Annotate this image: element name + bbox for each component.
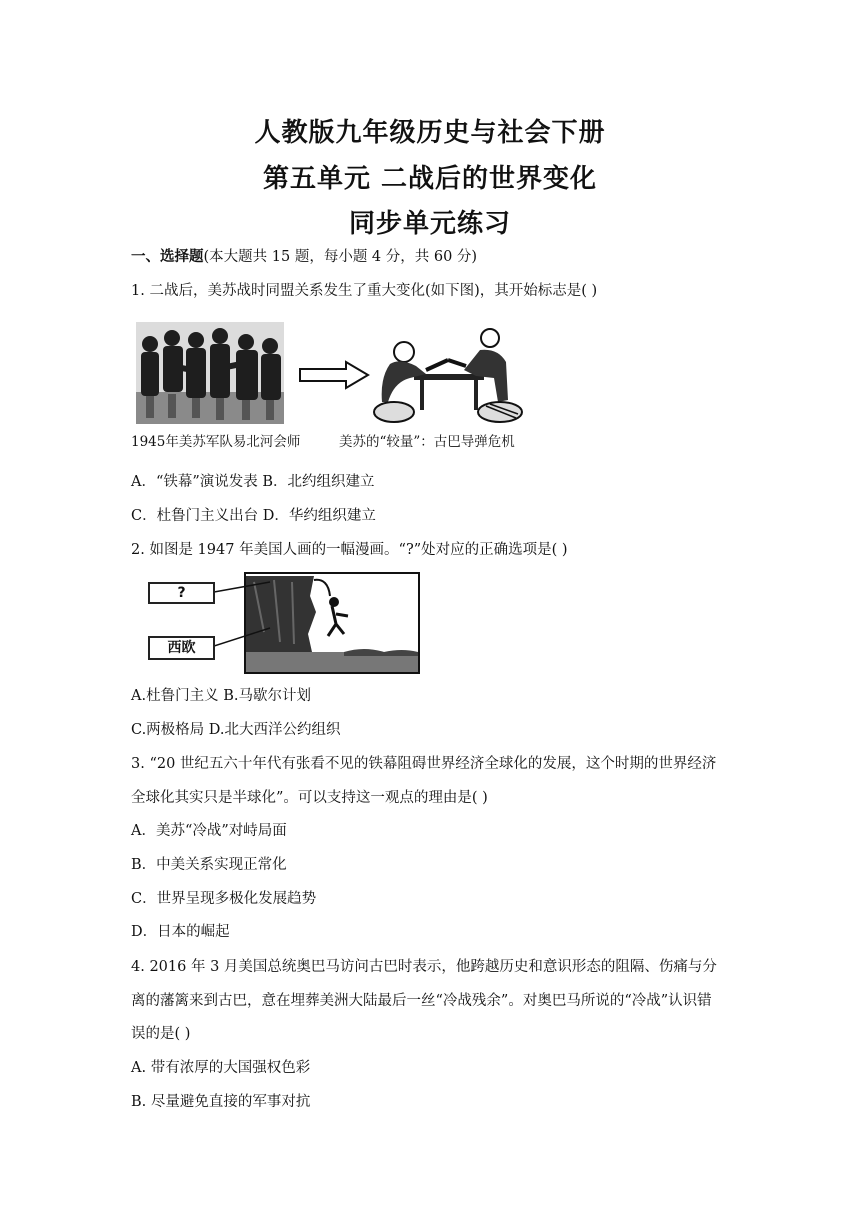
q4-stem-line-2: 离的藩篱来到古巴，意在埋葬美洲大陆最后一丝“冷战残余”。对奥巴马所说的“冷战”认识错 bbox=[131, 993, 712, 1009]
q2-label-question-mark: ? bbox=[148, 582, 215, 604]
q4-option-b: B. 尽量避免直接的军事对抗 bbox=[131, 1094, 311, 1110]
q1-caption-right: 美苏的“较量”：古巴导弹危机 bbox=[339, 434, 515, 450]
q3-option-b: B．中美关系实现正常化 bbox=[131, 857, 287, 873]
q3-option-c: C．世界呈现多极化发展趋势 bbox=[131, 891, 317, 907]
q3-stem-line-2: 全球化其实只是半球化”。可以支持这一观点的理由是( ) bbox=[131, 790, 488, 806]
q2-options-line-1: A.杜鲁门主义 B.马歇尔计划 bbox=[131, 688, 311, 704]
title-line-3: 同步单元练习 bbox=[348, 209, 511, 239]
section-heading-bold: 一、选择题 bbox=[131, 248, 204, 265]
q1-caption-left: 1945年美苏军队易北河会师 bbox=[131, 434, 301, 450]
q1-cartoon-cuban-missile-crisis bbox=[370, 322, 528, 426]
q4-stem-line-1: 4. 2016 年 3 月美国总统奥巴马访问古巴时表示，他跨越历史和意识形态的阻隔、伤痛与分 bbox=[131, 959, 717, 975]
q2-connector-lines bbox=[214, 578, 274, 658]
arrow-icon bbox=[298, 360, 370, 390]
q1-stem: 1. 二战后，美苏战时同盟关系发生了重大变化(如下图)，其开始标志是( ) bbox=[131, 283, 598, 299]
q1-options-line-2: C．杜鲁门主义出台 D．华约组织建立 bbox=[131, 508, 376, 524]
q4-stem-line-3: 误的是( ) bbox=[131, 1026, 191, 1042]
q2-label-west-europe: 西欧 bbox=[148, 636, 215, 660]
q3-stem-line-1: 3. “20 世纪五六十年代有张看不见的铁幕阻碍世界经济全球化的发展，这个时期的世界经济 bbox=[131, 756, 717, 772]
q1-photo-elbe-meeting bbox=[136, 322, 284, 424]
title-line-1: 人教版九年级历史与社会下册 bbox=[254, 118, 606, 148]
section-heading bbox=[131, 247, 477, 267]
q4-option-a: A. 带有浓厚的大国强权色彩 bbox=[131, 1060, 311, 1076]
q2-options-line-2: C.两极格局 D.北大西洋公约组织 bbox=[131, 722, 341, 738]
q1-options-line-1: A．“铁幕”演说发表 B．北约组织建立 bbox=[131, 474, 375, 490]
q3-option-a: A．美苏“冷战”对峙局面 bbox=[131, 823, 287, 839]
title-line-2: 第五单元 二战后的世界变化 bbox=[262, 164, 598, 194]
q3-option-d: D．日本的崛起 bbox=[131, 924, 230, 940]
section-heading-rest: (本大题共 15 题，每小题 4 分，共 60 分) bbox=[203, 249, 478, 265]
q2-stem: 2. 如图是 1947 年美国人画的一幅漫画。“?”处对应的正确选项是( ) bbox=[131, 542, 568, 558]
